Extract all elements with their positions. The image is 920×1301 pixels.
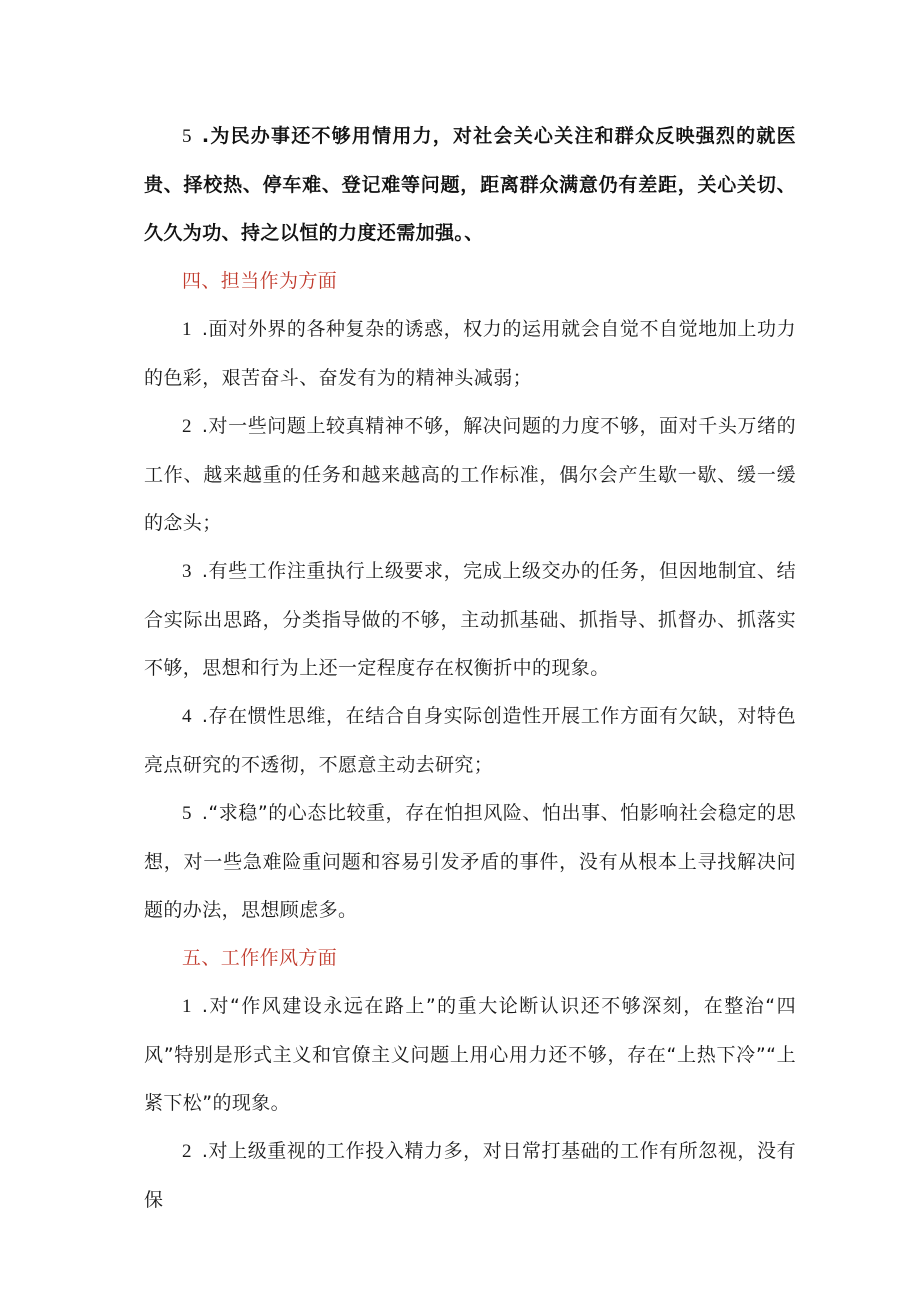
paragraph-4-5 [144,789,796,934]
paragraph-text: .有些工作注重执行上级要求，完成上级交办的任务，但因地制宜、结合实际出思路，分类指导做的不够，主动抓基础、抓指导、抓督办、抓落实不够，思想和行为上还一定程度存在权衡折中的现象。 [144,560,796,679]
item-number: 1 [182,319,192,340]
item-number: 3 [182,561,192,582]
paragraph-text: .面对外界的各种复杂的诱惑，权力的运用就会自觉不自觉地加上功力的色彩，艰苦奋斗、奋发有为的精神头减弱； [144,318,796,389]
item-number: 1 [182,996,192,1017]
item-number: 2 [182,416,192,437]
document-body [144,112,796,1224]
paragraph-3-5 [144,112,796,257]
paragraph-5-1 [144,982,796,1127]
paragraph-text: .对“作风建设永远在路上”的重大论断认识还不够深刻，在整治“四风”特别是形式主义和官僚主义问题上用心用力还不够，存在“上热下冷”“上紧下松”的现象。 [144,995,796,1114]
paragraph-text: .为民办事还不够用情用力，对社会关心关注和群众反映强烈的就医贵、择校热、停车难、登记难等问题，距离群众满意仍有差距，关心关切、久久为功、持之以恒的力度还需加强。、 [144,125,796,244]
item-number: 4 [182,706,192,727]
paragraph-text: .对一些问题上较真精神不够，解决问题的力度不够，面对千头万绪的工作、越来越重的任务和越来越高的工作标准，偶尔会产生歇一歇、缓一缓的念头； [144,415,796,534]
paragraph-text: .“求稳”的心态比较重，存在怕担风险、怕出事、怕影响社会稳定的思想，对一些急难险重问题和容易引发矛盾的事件，没有从根本上寻找解决问题的办法，思想顾虑多。 [144,802,796,921]
section-heading-4: 四、担当作为方面 [182,270,338,292]
paragraph-4-2 [144,402,796,547]
item-number: 2 [182,1141,192,1162]
paragraph-4-1 [144,305,796,402]
paragraph-5-2 [144,1127,796,1224]
item-number: 5 [182,803,192,824]
paragraph-text: .对上级重视的工作投入精力多，对日常打基础的工作有所忽视，没有保 [144,1140,796,1211]
paragraph-text: .存在惯性思维，在结合自身实际创造性开展工作方面有欠缺，对特色亮点研究的不透彻，不愿意主动去研究； [144,705,796,776]
paragraph-4-4 [144,692,796,789]
section-heading-5: 五、工作作风方面 [182,947,338,969]
paragraph-4-3 [144,547,796,692]
item-number: 5 [182,126,192,147]
